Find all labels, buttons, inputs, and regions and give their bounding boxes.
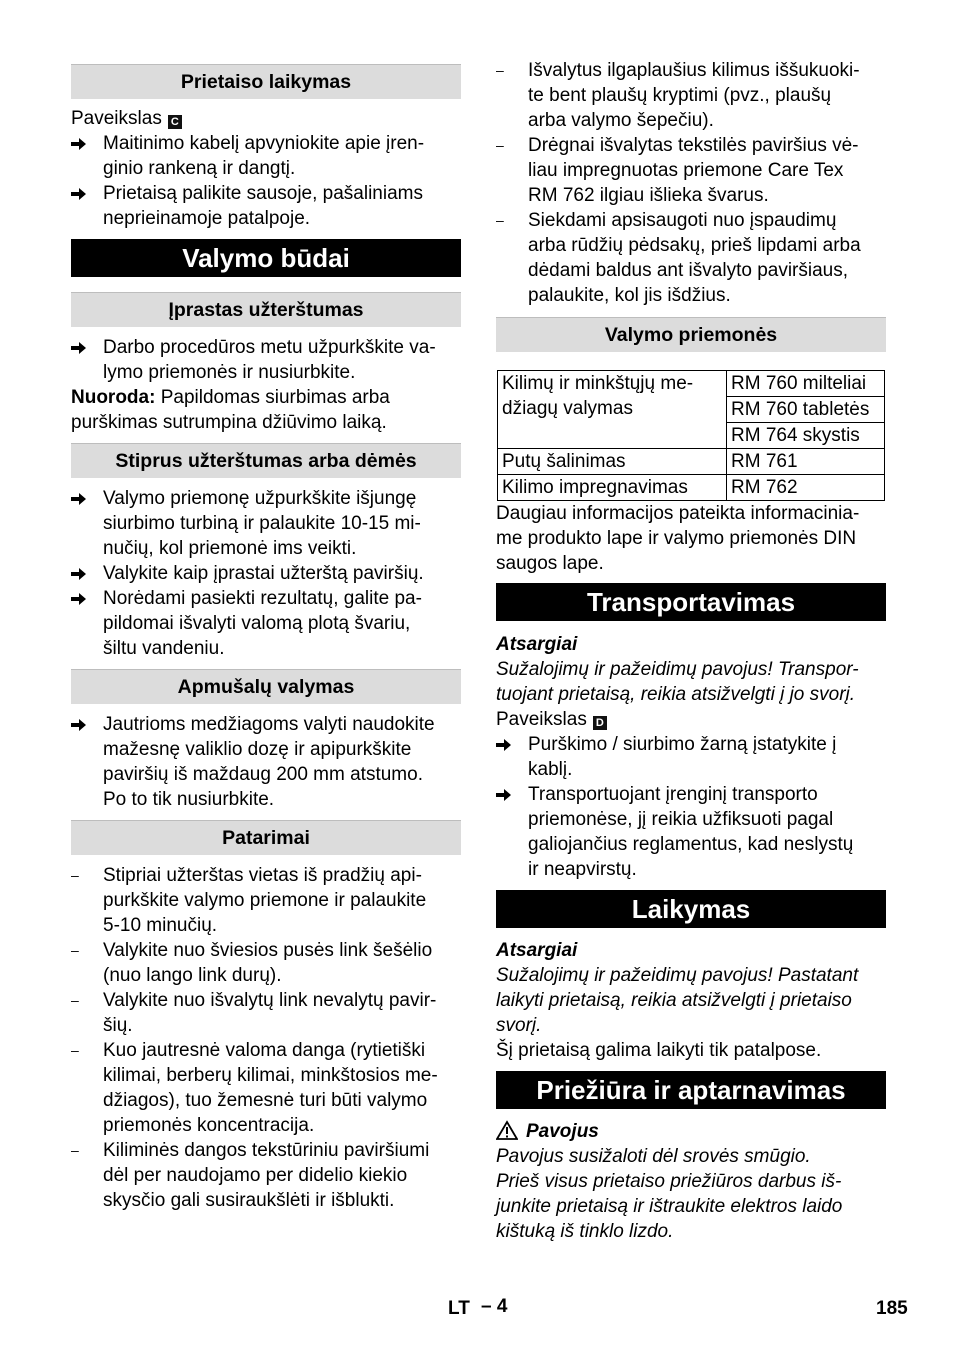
figure-d-reference: Paveikslas D bbox=[496, 707, 886, 732]
text-line: saugos lape. bbox=[496, 553, 604, 574]
list-item-line: priemonėse, jį reikia užfiksuoti pagal bbox=[528, 809, 834, 830]
figure-c-reference: Paveikslas C bbox=[71, 106, 461, 131]
list-item bbox=[71, 561, 461, 586]
list-item-line: Valykite kaip įprastai užterštą paviršių. bbox=[103, 563, 424, 584]
list-item bbox=[71, 486, 461, 561]
list-item bbox=[71, 938, 461, 988]
upholstery-heading: Apmušalų valymas bbox=[71, 669, 461, 704]
list-item-line: Jautrioms medžiagoms valyti naudokite bbox=[103, 714, 435, 735]
list-item-line: priemonės koncentracija. bbox=[103, 1115, 315, 1136]
text-line: Sužalojimų ir pažeidimų pavojus! Pastatant bbox=[496, 965, 859, 986]
dash-marker: – bbox=[496, 212, 504, 228]
list-item-line: Valykite nuo išvalytų link nevalytų pavir- bbox=[103, 990, 437, 1011]
dash-marker: – bbox=[71, 1142, 79, 1158]
list-item-line: nučių, kol priemonė ims veikti. bbox=[103, 538, 357, 559]
list-item-line: (nuo lango link durų). bbox=[103, 965, 282, 986]
product-cell: RM 761 bbox=[727, 449, 885, 475]
storage2-caution-text bbox=[496, 963, 886, 1038]
list-item bbox=[496, 732, 886, 782]
upholstery-list bbox=[71, 712, 461, 812]
list-item bbox=[496, 782, 886, 882]
list-item-line: mažesnę valiklio dozę ir apipurkškite bbox=[103, 739, 412, 760]
arrow-right-icon bbox=[71, 335, 87, 362]
list-item-line: Po to tik nusiurbkite. bbox=[103, 789, 275, 810]
list-item-line: Maitinimo kabelį apvyniokite apie įren- bbox=[103, 133, 425, 154]
list-item bbox=[71, 181, 461, 231]
text-line: junkite prietaisą ir ištraukite elektros laido bbox=[496, 1196, 843, 1217]
list-item-line: kilimai, berberų kilimai, minkštosios me- bbox=[103, 1065, 438, 1086]
heavy-dirt-heading: Stiprus užterštumas arba dėmės bbox=[71, 443, 461, 478]
dash-marker: – bbox=[71, 942, 79, 958]
cleaning-modes-heading: Valymo būdai bbox=[71, 239, 461, 277]
list-item-line: palaukite, kol jis išdžius. bbox=[528, 285, 731, 306]
list-item-line: liau impregnuotas priemone Care Tex bbox=[528, 160, 844, 181]
carpet-cleaning-cell: Kilimų ir minkštųjų me- džiagų valymas bbox=[498, 371, 727, 449]
storage2-heading: Laikymas bbox=[496, 890, 886, 928]
note-text: Nuoroda: Papildomas siurbimas arba bbox=[71, 387, 390, 408]
transport-heading: Transportavimas bbox=[496, 583, 886, 621]
cleaning-agents-table bbox=[497, 370, 885, 501]
normal-dirt-list bbox=[71, 335, 461, 385]
product-cell: RM 760 tabletės bbox=[727, 397, 885, 423]
list-item-line: Purškimo / siurbimo žarną įstatykite į bbox=[528, 734, 837, 755]
list-item-line: Valymo priemonę užpurkškite išjungę bbox=[103, 488, 417, 509]
heavy-dirt-list bbox=[71, 486, 461, 661]
arrow-right-icon bbox=[71, 712, 87, 739]
list-item-line: pildomai išvalyti valomą plotą švariu, bbox=[103, 613, 411, 634]
arrow-right-icon bbox=[496, 782, 512, 809]
list-item-line: Valykite nuo šviesios pusės link šešėlio bbox=[103, 940, 433, 961]
arrow-right-icon bbox=[71, 131, 87, 158]
list-item-line: Transportuojant įrenginį transporto bbox=[528, 784, 818, 805]
list-item-line: purkškite valymo priemone ir palaukite bbox=[103, 890, 427, 911]
maintenance-heading: Priežiūra ir aptarnavimas bbox=[496, 1071, 886, 1109]
danger-text bbox=[496, 1144, 886, 1244]
arrow-right-icon bbox=[71, 561, 87, 588]
list-item-line: ir neapvirstų. bbox=[528, 859, 637, 880]
list-item-line: skysčio gali susiraukšlėti ir išblukti. bbox=[103, 1190, 395, 1211]
footer-language: LT bbox=[448, 1298, 470, 1319]
list-item-line: Prietaisą palikite sausoje, pašaliniams bbox=[103, 183, 423, 204]
list-item bbox=[71, 988, 461, 1038]
caution2-label: Atsargiai bbox=[496, 940, 578, 961]
transport-caution-text bbox=[496, 657, 886, 707]
storage2-text: Šį prietaisą galima laikyti tik patalpose. bbox=[496, 1040, 822, 1061]
top-tips-list bbox=[496, 58, 886, 308]
tips-list bbox=[71, 863, 461, 1213]
list-item-line: šių. bbox=[103, 1015, 133, 1036]
list-item-line: Kiliminės dangos tekstūriniu paviršiumi bbox=[103, 1140, 430, 1161]
warning-triangle-icon bbox=[496, 1120, 518, 1140]
list-item bbox=[71, 335, 461, 385]
list-item-line: kablį. bbox=[528, 759, 573, 780]
list-item bbox=[496, 133, 886, 208]
list-item bbox=[496, 58, 886, 133]
page-number: 185 bbox=[876, 1298, 908, 1319]
list-item-line: Kuo jautresnė valoma danga (rytietiški bbox=[103, 1040, 426, 1061]
list-item-line: neprieinamoje patalpoje. bbox=[103, 208, 311, 229]
list-item-line: šiltu vandeniu. bbox=[103, 638, 225, 659]
tips-heading: Patarimai bbox=[71, 820, 461, 855]
dash-marker: – bbox=[496, 62, 504, 78]
arrow-right-icon bbox=[71, 181, 87, 208]
list-item-line: RM 762 ilgiau išlieka švarus. bbox=[528, 185, 769, 206]
text-line: Pavojus susižaloti dėl srovės smūgio. bbox=[496, 1146, 811, 1167]
arrow-right-icon bbox=[496, 732, 512, 759]
footer-section: – 4 bbox=[481, 1296, 508, 1317]
list-item-line: džiagos), tuo žemesnė turi būti valymo bbox=[103, 1090, 428, 1111]
arrow-right-icon bbox=[71, 586, 87, 613]
list-item bbox=[71, 1138, 461, 1213]
list-item bbox=[71, 586, 461, 661]
right-column bbox=[496, 58, 886, 1244]
list-item-line: arba valymo šepečiu). bbox=[528, 110, 714, 131]
list-item-line: Norėdami pasiekti rezultatų, galite pa- bbox=[103, 588, 422, 609]
dash-marker: – bbox=[71, 992, 79, 1008]
list-item-line: dėdami baldus ant išvalyto paviršiaus, bbox=[528, 260, 849, 281]
list-item-line: 5-10 minučių. bbox=[103, 915, 218, 936]
list-item bbox=[71, 1038, 461, 1138]
figure-d-icon: D bbox=[593, 716, 607, 730]
figure-c-icon: C bbox=[168, 115, 182, 129]
list-item-line: lymo priemonės ir nusiurbkite. bbox=[103, 362, 356, 383]
list-item-line: paviršių iš maždaug 200 mm atstumo. bbox=[103, 764, 423, 785]
more-info-text bbox=[496, 501, 886, 576]
text-line: Daugiau informacijos pateikta informacinia- bbox=[496, 503, 860, 524]
list-item-line: Siekdami apsisaugoti nuo įspaudimų bbox=[528, 210, 837, 231]
list-item bbox=[496, 208, 886, 308]
caution-label: Atsargiai bbox=[496, 634, 578, 655]
storage-list bbox=[71, 131, 461, 231]
transport-list bbox=[496, 732, 886, 882]
storage-heading: Prietaiso laikymas bbox=[71, 64, 461, 99]
list-item bbox=[71, 712, 461, 812]
agents-heading: Valymo priemonės bbox=[496, 317, 886, 352]
arrow-right-icon bbox=[71, 486, 87, 513]
list-item-line: ginio rankeną ir dangtį. bbox=[103, 158, 296, 179]
list-item-line: arba rūdžių pėdsakų, prieš lipdami arba bbox=[528, 235, 861, 256]
product-cell: RM 760 milteliai bbox=[727, 371, 885, 397]
dash-marker: – bbox=[496, 137, 504, 153]
list-item bbox=[71, 863, 461, 938]
dash-marker: – bbox=[71, 867, 79, 883]
product-cell: RM 762 bbox=[727, 475, 885, 501]
text-line: tuojant prietaisą, reikia atsižvelgti į jo svorį. bbox=[496, 684, 856, 705]
left-column bbox=[71, 64, 461, 1213]
dash-marker: – bbox=[71, 1042, 79, 1058]
text-line: Sužalojimų ir pažeidimų pavojus! Transpor- bbox=[496, 659, 859, 680]
list-item bbox=[71, 131, 461, 181]
list-item-line: galiojančius reglamentus, kad neslystų bbox=[528, 834, 854, 855]
impregnation-cell: Kilimo impregnavimas bbox=[498, 475, 727, 501]
list-item-line: Darbo procedūros metu užpurkškite va- bbox=[103, 337, 436, 358]
list-item-line: Išvalytus ilgaplaušius kilimus iššukuoki- bbox=[528, 60, 860, 81]
normal-dirt-heading: Įprastas užterštumas bbox=[71, 292, 461, 327]
list-item-line: dėl per naudojamo per didelio kiekio bbox=[103, 1165, 408, 1186]
danger-label-row: Pavojus bbox=[496, 1119, 886, 1144]
foam-removal-cell: Putų šalinimas bbox=[498, 449, 727, 475]
text-line: laikyti prietaisą, reikia atsižvelgti į prietaiso bbox=[496, 990, 852, 1011]
text-line: me produkto lape ir valymo priemonės DIN bbox=[496, 528, 857, 549]
text-line: Prieš visus prietaiso priežiūros darbus iš- bbox=[496, 1171, 842, 1192]
note-text-line: purškimas sutrumpina džiūvimo laiką. bbox=[71, 412, 387, 433]
product-cell: RM 764 skystis bbox=[727, 423, 885, 449]
list-item-line: Drėgnai išvalytas tekstilės paviršius vė- bbox=[528, 135, 859, 156]
text-line: kištuką iš tinklo lizdo. bbox=[496, 1221, 674, 1242]
list-item-line: te bent plaušų kryptimi (pvz., plaušų bbox=[528, 85, 832, 106]
list-item-line: Stipriai užterštas vietas iš pradžių api- bbox=[103, 865, 422, 886]
list-item-line: siurbimo turbiną ir palaukite 10-15 mi- bbox=[103, 513, 421, 534]
text-line: svorį. bbox=[496, 1015, 542, 1036]
